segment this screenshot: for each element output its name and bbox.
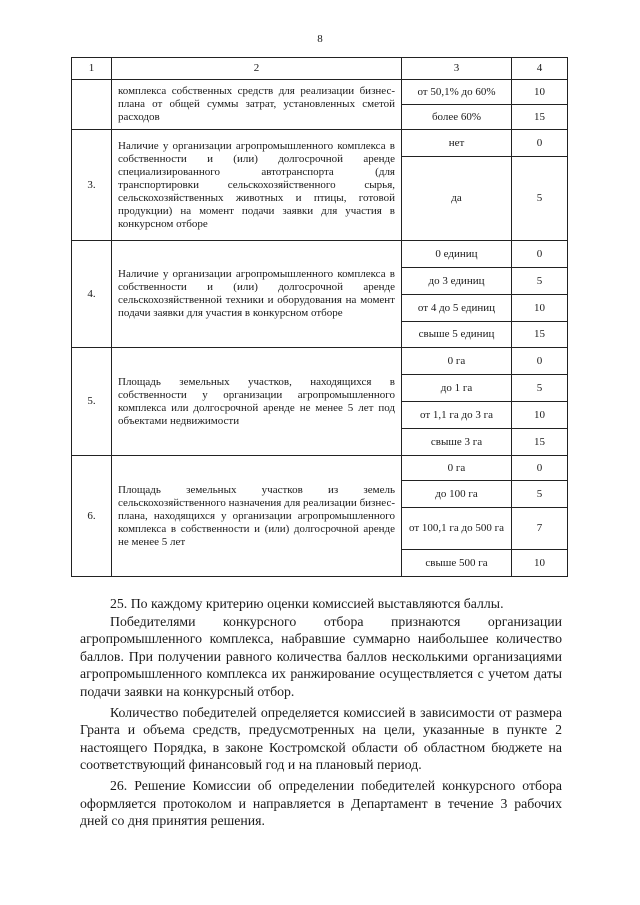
option-points: 0 [512,241,568,268]
option-value: свыше 5 единиц [402,322,512,348]
option-value: нет [402,130,512,157]
criterion-number [72,80,112,130]
option-points: 0 [512,348,568,375]
criteria-table [71,57,568,577]
column-header: 4 [512,58,568,80]
option-points: 5 [512,157,568,241]
table-header-row [72,58,568,80]
option-value: до 100 га [402,481,512,508]
option-value: свыше 3 га [402,429,512,456]
body-text [80,595,562,830]
option-value: от 1,1 га до 3 га [402,402,512,429]
option-points: 15 [512,105,568,130]
column-header: 1 [72,58,112,80]
criterion-number: 6. [72,456,112,577]
option-points: 0 [512,456,568,481]
option-points: 15 [512,429,568,456]
option-value: 0 га [402,348,512,375]
option-value: от 50,1% до 60% [402,80,512,105]
table-row [72,348,568,375]
paragraph: 26. Решение Комиссии об определении победителей конкурсного отбора оформляется протоколом и направляется в Департамент в течение 3 рабочих дней со дня принятия решения. [80,777,562,829]
option-value: до 1 га [402,375,512,402]
option-points: 10 [512,550,568,577]
criterion-description: Площадь земельных участков, находящихся в собственности у организации агропромышленного комплекса или долгосрочной аренде не менее 5 лет под объектами недвижимости [112,348,402,456]
option-points: 7 [512,508,568,550]
option-value: 0 га [402,456,512,481]
criterion-number: 5. [72,348,112,456]
paragraph: 25. По каждому критерию оценки комиссией выставляются баллы. [110,596,504,611]
option-value: от 100,1 га до 500 га [402,508,512,550]
option-points: 10 [512,80,568,105]
table-row [72,80,568,105]
page-number: 8 [317,33,323,45]
option-points: 10 [512,402,568,429]
table-row [72,130,568,157]
option-value: до 3 единиц [402,268,512,295]
option-points: 0 [512,130,568,157]
criterion-description: Наличие у организации агропромышленного комплекса в собственности и (или) долгосрочной аренде сельскохозяйственной техники и оборудования на момент подачи заявки для участия в конкурсном отборе [112,241,402,348]
criterion-description: Наличие у организации агропромышленного комплекса в собственности и (или) долгосрочной аренде специализированного автотранспорта (для транспортировки сельскохозяйственного сырья, сельскохозяйственных животных и птицы, готовой продукции) на момент подачи заявки для участия в конкурсном отборе [112,130,402,241]
table-row [72,241,568,268]
option-points: 5 [512,268,568,295]
criterion-number: 4. [72,241,112,348]
column-header: 2 [112,58,402,80]
option-value: свыше 500 га [402,550,512,577]
option-value: да [402,157,512,241]
paragraph: Победителями конкурсного отбора признаются организации агропромышленного комплекса, набравшие суммарно наибольшее количество баллов. При получении равного количества баллов несколькими организациями агропромышленного комплекса их ранжирование осуществляется с учетом даты подачи заявки на конкурсный отбор. [80,613,562,699]
option-points: 5 [512,375,568,402]
option-points: 5 [512,481,568,508]
option-value: от 4 до 5 единиц [402,295,512,322]
option-points: 15 [512,322,568,348]
paragraph: Количество победителей определяется комиссией в зависимости от размера Гранта и объема средств, предусмотренных на цели, указанные в пункте 2 настоящего Порядка, в законе Костромской области об областном бюджете на соответствующий финансовый год и на плановый период. [80,704,562,773]
column-header: 3 [402,58,512,80]
option-value: более 60% [402,105,512,130]
option-points: 10 [512,295,568,322]
criterion-description: комплекса собственных средств для реализации бизнес-плана от общей суммы затрат, установленных сметой расходов [112,80,402,130]
criterion-number: 3. [72,130,112,241]
table-row [72,456,568,481]
option-value: 0 единиц [402,241,512,268]
criterion-description: Площадь земельных участков из земель сельскохозяйственного назначения для реализации бизнес-плана, находящихся у организации агропромышленного комплекса в собственности и (или) долгосрочной аренде не менее 5 лет [112,456,402,577]
